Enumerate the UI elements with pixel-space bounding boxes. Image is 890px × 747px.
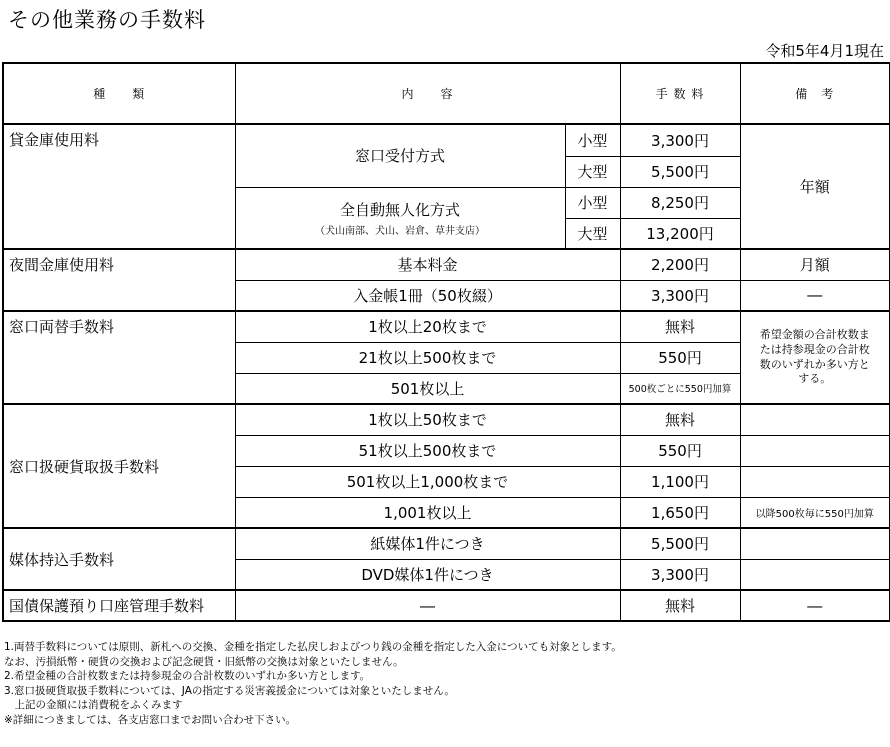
table-row <box>3 249 890 280</box>
dash-remark: ― <box>740 280 890 311</box>
auto-method-cell <box>235 187 565 249</box>
fee-value: 1,100円 <box>620 466 740 497</box>
fee-value: 無料 <box>620 590 740 621</box>
fee-value: 550円 <box>620 435 740 466</box>
coin-remark: 以降500枚毎に550円加算 <box>740 497 890 528</box>
fee-value: 1,650円 <box>620 497 740 528</box>
media-label: 媒体持込手数料 <box>3 528 235 590</box>
fee-table <box>2 62 890 622</box>
coin-range: 501枚以上1,000枚まで <box>235 466 620 497</box>
fee-value: 無料 <box>620 311 740 342</box>
fee-value: 3,300円 <box>620 280 740 311</box>
fee-value: 5,500円 <box>620 528 740 559</box>
safe-deposit-label: 貸金庫使用料 <box>3 124 235 249</box>
table-row <box>3 124 890 156</box>
exchange-label: 窓口両替手数料 <box>3 311 235 404</box>
size-label: 小型 <box>565 187 620 218</box>
size-label: 大型 <box>565 218 620 249</box>
counter-method: 窓口受付方式 <box>235 124 565 187</box>
coin-range: 51枚以上500枚まで <box>235 435 620 466</box>
header-type: 種 類 <box>3 63 235 124</box>
footnote-line: 3.窓口扱硬貨取扱手数料については、JAの指定する災害義援金については対象といたしません。 <box>4 684 455 697</box>
media-remark <box>740 528 890 559</box>
fee-value: 550円 <box>620 342 740 373</box>
bond-content: ― <box>235 590 620 621</box>
exchange-range: 501枚以上 <box>235 373 620 404</box>
footnote-line: なお、汚損紙幣・硬貨の交換および記念硬貨・旧紙幣の交換は対象といたしません。 <box>4 655 404 668</box>
fee-value: 5,500円 <box>620 156 740 187</box>
exchange-remark: 希望金額の合計枚数または持参現金の合計枚数のいずれか多い方とする。 <box>740 311 890 404</box>
header-content: 内 容 <box>235 63 620 124</box>
fee-value: 3,300円 <box>620 124 740 156</box>
night-safe-label: 夜間金庫使用料 <box>3 249 235 311</box>
footnote-line: 上記の金額には消費税をふくみます <box>4 699 183 711</box>
fee-value: 13,200円 <box>620 218 740 249</box>
deposit-book-label: 入金帳1冊（50枚綴） <box>235 280 620 311</box>
coin-range: 1,001枚以上 <box>235 497 620 528</box>
auto-branches: （犬山南部、犬山、岩倉、草井支店） <box>315 225 485 237</box>
table-row <box>3 311 890 342</box>
as-of-date: 令和5年4月1現在 <box>765 42 884 60</box>
footnote-line: 2.希望金種の合計枚数または持参現金の合計枚数のいずれか多い方とします。 <box>4 670 371 682</box>
table-row <box>3 590 890 621</box>
media-type: DVD媒体1件につき <box>235 559 620 590</box>
page-title: その他業務の手数料 <box>8 8 206 32</box>
fee-value: 8,250円 <box>620 187 740 218</box>
coin-remark <box>740 466 890 497</box>
coin-remark <box>740 404 890 435</box>
coin-handling-label: 窓口扱硬貨取扱手数料 <box>3 404 235 528</box>
fee-value: 3,300円 <box>620 559 740 590</box>
footnote-line: 1.両替手数料については原則、新札への交換、金種を指定した払戻しおよびつり銭の金種を指定した入金についても対象とします。 <box>4 641 622 653</box>
header-fee: 手 数 料 <box>620 63 740 124</box>
coin-remark <box>740 435 890 466</box>
basic-fee-label: 基本料金 <box>235 249 620 280</box>
annual-remark: 年額 <box>740 124 890 249</box>
size-label: 小型 <box>565 124 620 156</box>
fee-value: 無料 <box>620 404 740 435</box>
media-remark <box>740 559 890 590</box>
exchange-range: 1枚以上20枚まで <box>235 311 620 342</box>
coin-range: 1枚以上50枚まで <box>235 404 620 435</box>
fee-value: 2,200円 <box>620 249 740 280</box>
exchange-range: 21枚以上500枚まで <box>235 342 620 373</box>
table-row <box>3 528 890 559</box>
auto-method: 全自動無人化方式 <box>339 200 460 219</box>
fee-value: 500枚ごとに550円加算 <box>620 373 740 404</box>
bond-label: 国債保護預り口座管理手数料 <box>3 590 235 621</box>
table-row <box>3 404 890 435</box>
monthly-remark: 月額 <box>740 249 890 280</box>
dash-remark: ― <box>740 590 890 621</box>
media-type: 紙媒体1件につき <box>235 528 620 559</box>
footnote-line: ※詳細につきましては、各支店窓口までお問い合わせ下さい。 <box>4 713 297 726</box>
footnotes <box>4 640 622 727</box>
header-remarks: 備 考 <box>740 63 890 124</box>
size-label: 大型 <box>565 156 620 187</box>
